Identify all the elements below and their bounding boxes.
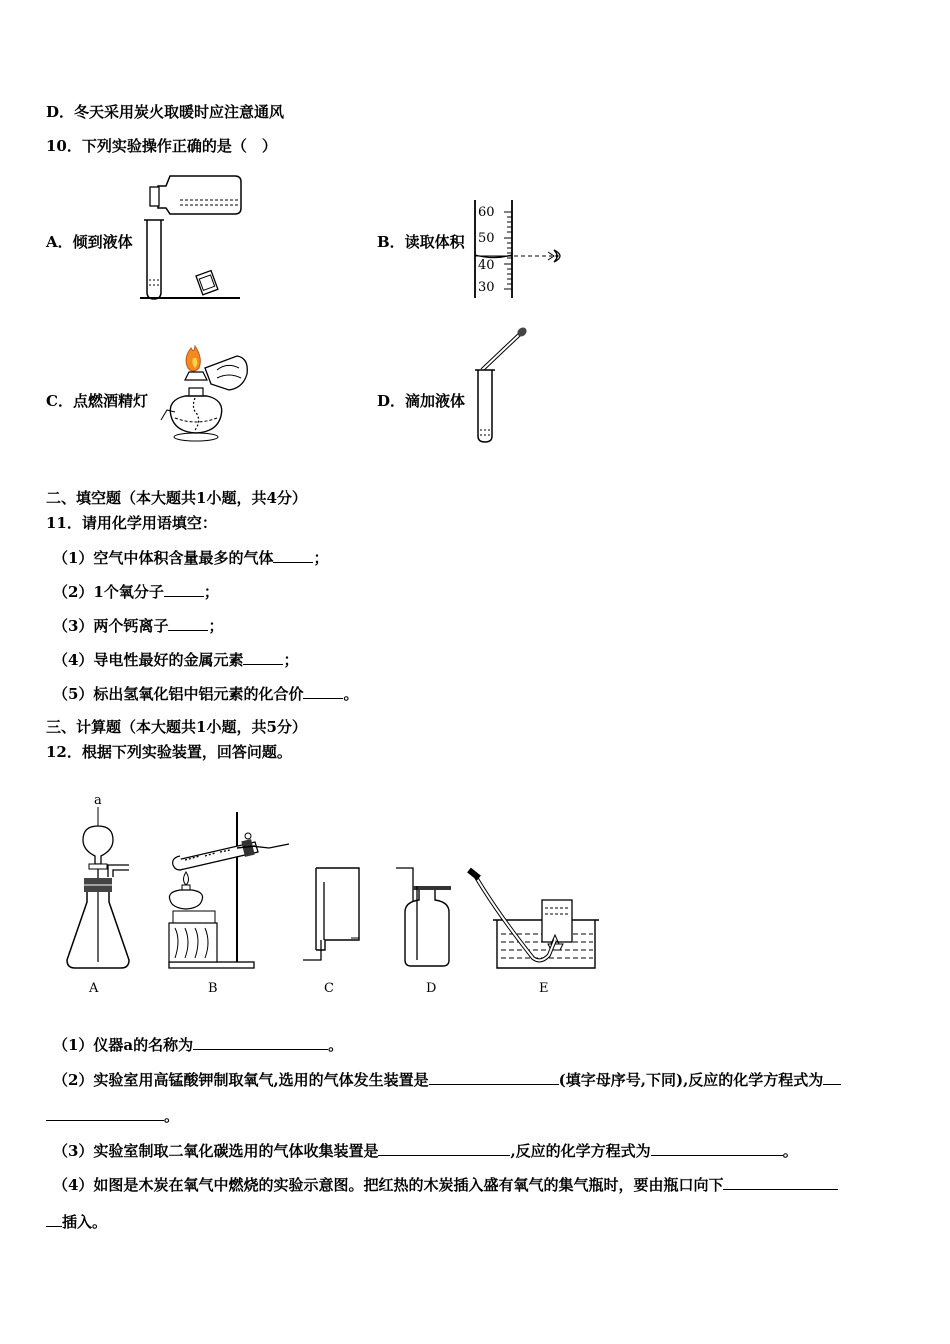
q11-item-3-end: ； <box>208 617 224 635</box>
answer-blank[interactable] <box>273 548 313 563</box>
label-c: C <box>324 981 334 996</box>
answer-blank[interactable] <box>193 1035 328 1050</box>
tick-label-40: 40 <box>478 258 495 273</box>
dropping-liquid-figure <box>468 326 538 444</box>
pouring-liquid-figure <box>140 172 250 302</box>
answer-blank[interactable] <box>378 1141 510 1156</box>
q12-part-3-text-b: ,反应的化学方程式为 <box>510 1142 651 1160</box>
answer-blank[interactable] <box>46 1106 164 1121</box>
q11-item-5-text: （5）标出氢氧化铝中铝元素的化合价 <box>53 685 304 703</box>
q11-stem: 11．请用化学用语填空： <box>46 514 217 532</box>
q11-item-4-end: ； <box>283 651 299 669</box>
answer-blank[interactable] <box>823 1070 841 1085</box>
apparatus-d <box>396 868 451 996</box>
q12-part-2 <box>53 1070 841 1089</box>
q11-item-3 <box>53 616 223 635</box>
answer-blank[interactable] <box>303 684 343 699</box>
answer-blank[interactable] <box>46 1212 62 1227</box>
answer-blank[interactable] <box>168 616 208 631</box>
q11-item-1-end: ； <box>313 549 329 567</box>
q11-item-1-text: （1）空气中体积含量最多的气体 <box>53 549 274 567</box>
q12-part-2-continued <box>46 1106 179 1125</box>
answer-blank[interactable] <box>164 582 204 597</box>
q12-part-2-text: （2）实验室用高锰酸钾制取氧气,选用的气体发生装置是 <box>53 1071 429 1089</box>
q11-item-2-end: ； <box>203 583 219 601</box>
q12-part-2-end: 。 <box>164 1107 180 1125</box>
tick-label-30: 30 <box>478 280 495 295</box>
answer-blank[interactable] <box>243 650 283 665</box>
q11-item-5-end: 。 <box>343 685 359 703</box>
q12-part-2-text-b: (填字母序号,下同),反应的化学方程式为 <box>558 1071 824 1089</box>
q11-item-1 <box>53 548 328 567</box>
q12-part-3 <box>53 1141 798 1160</box>
q12-part-4-end: 插入。 <box>62 1213 108 1231</box>
label-part-a: a <box>94 793 102 808</box>
q12-part-3-end: 。 <box>782 1142 798 1160</box>
q11-item-5 <box>53 684 358 703</box>
label-d: D <box>426 981 437 996</box>
section-2-heading: 二、填空题（本大题共1小题，共4分） <box>46 489 307 507</box>
label-b: B <box>208 981 218 996</box>
apparatus-c <box>303 868 359 996</box>
q10-option-c: C．点燃酒精灯 <box>46 392 148 410</box>
label-a: A <box>89 981 99 996</box>
graduated-cylinder-figure <box>470 198 570 303</box>
option-d-line: D．冬天采用炭火取暖时应注意通风 <box>46 103 285 121</box>
tick-label-50: 50 <box>478 231 495 246</box>
answer-blank[interactable] <box>651 1141 783 1156</box>
q11-item-2 <box>53 582 219 601</box>
q12-part-3-text: （3）实验室制取二氧化碳选用的气体收集装置是 <box>53 1142 379 1160</box>
q10-option-d: D．滴加液体 <box>377 392 466 410</box>
q11-item-3-text: （3）两个钙离子 <box>53 617 169 635</box>
q12-part-1-text: （1）仪器a的名称为 <box>53 1036 194 1054</box>
q12-part-1 <box>53 1035 343 1054</box>
q12-part-4-text: （4）如图是木炭在氧气中燃烧的实验示意图。把红热的木炭插入盛有氧气的集气瓶时，要由瓶口向下 <box>53 1176 724 1194</box>
section-3-heading: 三、计算题（本大题共1小题，共5分） <box>46 718 307 736</box>
apparatus-e <box>469 870 599 996</box>
answer-blank[interactable] <box>723 1175 838 1190</box>
label-e: E <box>539 981 549 996</box>
tick-label-60: 60 <box>478 205 495 220</box>
q10-option-a: A．倾到液体 <box>46 233 133 251</box>
q10-stem: 10．下列实验操作正确的是（ ） <box>46 137 277 155</box>
answer-blank[interactable] <box>429 1070 559 1085</box>
apparatus-b <box>169 812 289 996</box>
q11-item-4 <box>53 650 298 669</box>
q12-part-4 <box>53 1175 838 1194</box>
apparatus-figure <box>55 790 615 1000</box>
q12-part-1-end: 。 <box>328 1036 344 1054</box>
q12-part-4-continued <box>46 1212 107 1231</box>
q10-option-b: B．读取体积 <box>377 233 465 251</box>
lighting-alcohol-lamp-figure <box>155 338 260 446</box>
apparatus-a <box>67 793 129 996</box>
q11-item-4-text: （4）导电性最好的金属元素 <box>53 651 244 669</box>
q12-stem: 12．根据下列实验装置，回答问题。 <box>46 743 292 761</box>
q11-item-2-text: （2）1个氧分子 <box>53 583 164 601</box>
